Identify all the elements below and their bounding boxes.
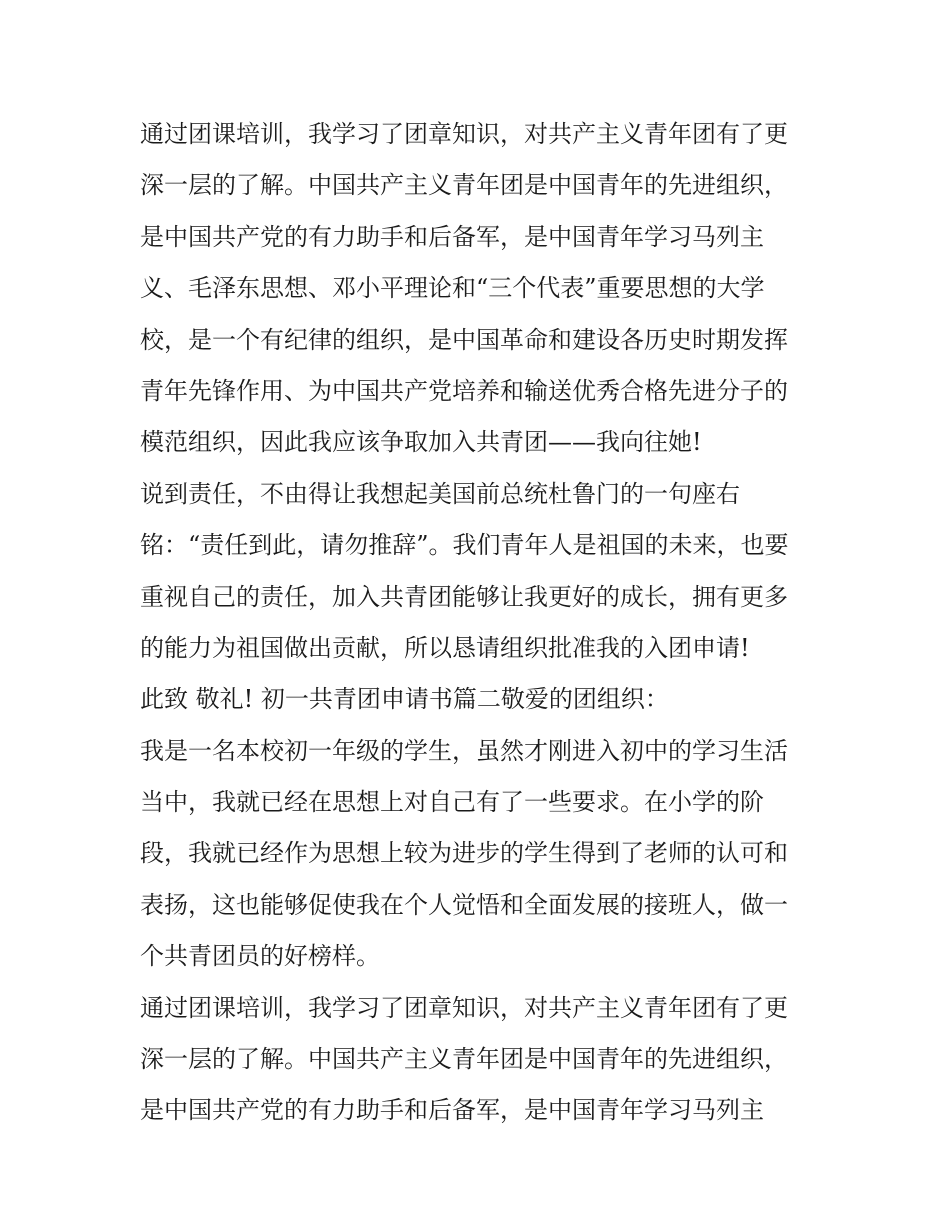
text-line: 青年先锋作用、为中国共产党培养和输送优秀合格先进分子的	[140, 376, 788, 405]
text-line: 重视自己的责任，加入共青团能够让我更好的成长，拥有更多	[140, 582, 788, 611]
text-line: 校，是一个有纪律的组织，是中国革命和建设各历史时期发挥	[140, 325, 788, 354]
text-line: 是中国共产党的有力助手和后备军，是中国青年学习马列主	[140, 222, 764, 251]
text-line: 说到责任，不由得让我想起美国前总统杜鲁门的一句座右	[140, 479, 740, 508]
text-line: 是中国共产党的有力助手和后备军，是中国青年学习马列主	[140, 1096, 764, 1125]
text-line: 深一层的了解。中国共产主义青年团是中国青年的先进组织，	[140, 1045, 788, 1074]
text-line: 当中，我就已经在思想上对自己有了一些要求。在小学的阶	[140, 788, 764, 817]
document-body	[140, 109, 830, 1137]
text-line: 我是一名本校初一年级的学生，虽然才刚进入初中的学习生活	[140, 736, 788, 765]
text-line: 此致 敬礼! 初一共青团申请书篇二敬爱的团组织：	[140, 685, 669, 714]
text-line: 通过团课培训，我学习了团章知识，对共产主义青年团有了更	[140, 993, 788, 1022]
text-line: 模范组织，因此我应该争取加入共青团——我向往她!	[140, 428, 702, 457]
text-line: 表扬，这也能够促使我在个人觉悟和全面发展的接班人，做一	[140, 890, 788, 919]
text-line: 通过团课培训，我学习了团章知识，对共产主义青年团有了更	[140, 120, 788, 148]
text-line: 个共青团员的好榜样。	[140, 942, 380, 971]
text-line: 段，我就已经作为思想上较为进步的学生得到了老师的认可和	[140, 839, 788, 868]
text-line: 铭：“责任到此，请勿推辞”。我们青年人是祖国的未来，也要	[140, 531, 789, 560]
text-line: 深一层的了解。中国共产主义青年团是中国青年的先进组织，	[140, 171, 788, 200]
text-line: 义、毛泽东思想、邓小平理论和“三个代表”重要思想的大学	[140, 274, 765, 303]
text-line: 的能力为祖国做出贡献，所以恳请组织批准我的入团申请!	[140, 633, 750, 662]
